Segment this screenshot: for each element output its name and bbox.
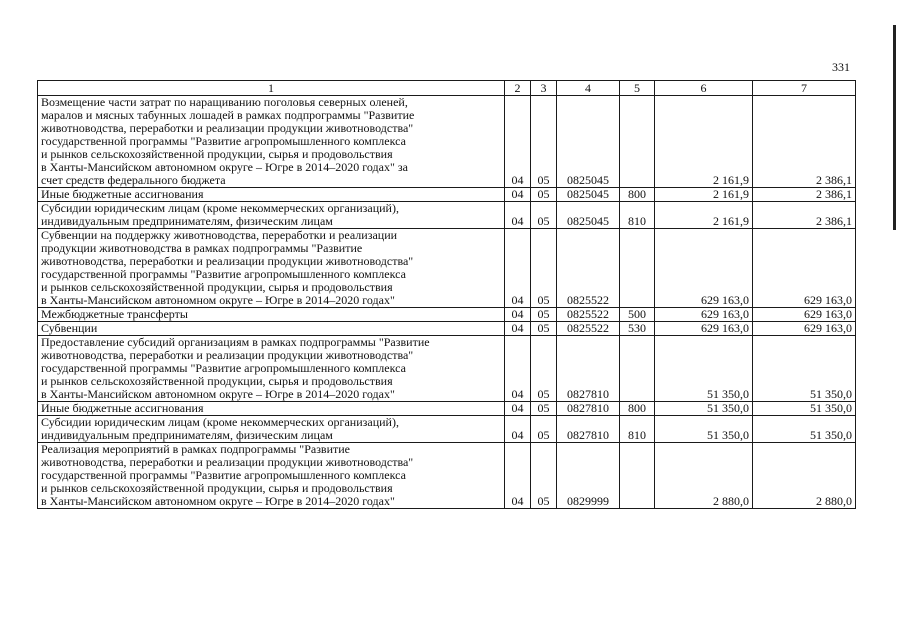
target-article-code: 0825522 bbox=[557, 322, 620, 336]
amount-year-1: 2 161,9 bbox=[655, 202, 753, 229]
section-code: 04 bbox=[505, 229, 531, 308]
subsection-code: 05 bbox=[531, 443, 557, 509]
table-row bbox=[38, 443, 856, 509]
description-line: животноводства, переработки и реализации продукции животноводства" bbox=[41, 121, 414, 135]
expense-type-code bbox=[620, 96, 655, 188]
amount-year-2: 51 350,0 bbox=[753, 336, 856, 402]
amount-year-2: 629 163,0 bbox=[753, 308, 856, 322]
expense-type-code: 800 bbox=[620, 188, 655, 202]
description-line: Предоставление субсидий организациям в рамках подпрограммы "Развитие bbox=[41, 335, 430, 349]
row-description bbox=[38, 96, 505, 188]
expense-type-code bbox=[620, 229, 655, 308]
description-line: в Ханты-Мансийском автономном округе – Югре в 2014–2020 годах" bbox=[41, 293, 395, 307]
amount-year-2: 629 163,0 bbox=[753, 322, 856, 336]
description-line: Иные бюджетные ассигнования bbox=[41, 401, 204, 415]
description-line: продукции животноводства в рамках подпрограммы "Развитие bbox=[41, 241, 363, 255]
description-line: в Ханты-Мансийском автономном округе – Югре в 2014–2020 годах" bbox=[41, 494, 395, 508]
section-code: 04 bbox=[505, 188, 531, 202]
description-line: государственной программы "Развитие агропромышленного комплекса bbox=[41, 134, 406, 148]
subsection-code: 05 bbox=[531, 308, 557, 322]
table-row bbox=[38, 402, 856, 416]
expense-type-code: 810 bbox=[620, 416, 655, 443]
row-description bbox=[38, 188, 505, 202]
amount-year-2: 629 163,0 bbox=[753, 229, 856, 308]
expense-type-code: 530 bbox=[620, 322, 655, 336]
expense-type-code bbox=[620, 336, 655, 402]
budget-table bbox=[37, 80, 856, 509]
expense-type-code: 500 bbox=[620, 308, 655, 322]
target-article-code: 0825522 bbox=[557, 229, 620, 308]
column-header: 2 bbox=[505, 81, 531, 96]
section-code: 04 bbox=[505, 402, 531, 416]
column-header: 1 bbox=[38, 81, 505, 96]
column-header: 7 bbox=[753, 81, 856, 96]
amount-year-2: 2 386,1 bbox=[753, 202, 856, 229]
subsection-code: 05 bbox=[531, 229, 557, 308]
description-line: и рынков сельскохозяйственной продукции, сырья и продовольствия bbox=[41, 374, 393, 388]
target-article-code: 0829999 bbox=[557, 443, 620, 509]
subsection-code: 05 bbox=[531, 336, 557, 402]
section-code: 04 bbox=[505, 322, 531, 336]
row-description bbox=[38, 322, 505, 336]
description-line: государственной программы "Развитие агропромышленного комплекса bbox=[41, 468, 406, 482]
subsection-code: 05 bbox=[531, 96, 557, 188]
expense-type-code: 800 bbox=[620, 402, 655, 416]
subsection-code: 05 bbox=[531, 416, 557, 443]
description-line: Субвенции bbox=[41, 321, 98, 335]
amount-year-1: 629 163,0 bbox=[655, 322, 753, 336]
amount-year-1: 629 163,0 bbox=[655, 229, 753, 308]
subsection-code: 05 bbox=[531, 202, 557, 229]
subsection-code: 05 bbox=[531, 188, 557, 202]
target-article-code: 0825522 bbox=[557, 308, 620, 322]
section-code: 04 bbox=[505, 202, 531, 229]
table-row bbox=[38, 229, 856, 308]
column-header: 3 bbox=[531, 81, 557, 96]
column-header: 6 bbox=[655, 81, 753, 96]
section-code: 04 bbox=[505, 443, 531, 509]
target-article-code: 0827810 bbox=[557, 416, 620, 443]
amount-year-2: 51 350,0 bbox=[753, 416, 856, 443]
description-line: государственной программы "Развитие агропромышленного комплекса bbox=[41, 361, 406, 375]
description-line: и рынков сельскохозяйственной продукции, сырья и продовольствия bbox=[41, 280, 393, 294]
description-line: Межбюджетные трансферты bbox=[41, 307, 188, 321]
section-code: 04 bbox=[505, 416, 531, 443]
description-line: животноводства, переработки и реализации продукции животноводства" bbox=[41, 455, 414, 469]
description-line: индивидуальным предпринимателям, физическим лицам bbox=[41, 214, 333, 228]
row-description bbox=[38, 229, 505, 308]
description-line: животноводства, переработки и реализации продукции животноводства" bbox=[41, 254, 414, 268]
row-description bbox=[38, 308, 505, 322]
page-number: 331 bbox=[832, 60, 850, 74]
column-header: 4 bbox=[557, 81, 620, 96]
description-line: Субвенции на поддержку животноводства, переработки и реализации bbox=[41, 228, 398, 242]
amount-year-1: 51 350,0 bbox=[655, 336, 753, 402]
section-code: 04 bbox=[505, 308, 531, 322]
row-description bbox=[38, 443, 505, 509]
table-header-row bbox=[38, 81, 856, 96]
description-line: Реализация мероприятий в рамках подпрограммы "Развитие bbox=[41, 442, 351, 456]
amount-year-1: 2 161,9 bbox=[655, 96, 753, 188]
amount-year-2: 51 350,0 bbox=[753, 402, 856, 416]
row-description bbox=[38, 402, 505, 416]
table-row bbox=[38, 188, 856, 202]
description-line: индивидуальным предпринимателям, физическим лицам bbox=[41, 428, 333, 442]
description-line: маралов и мясных табунных лошадей в рамках подпрограммы "Развитие bbox=[41, 108, 415, 122]
description-line: животноводства, переработки и реализации продукции животноводства" bbox=[41, 348, 414, 362]
description-line: Субсидии юридическим лицам (кроме некоммерческих организаций), bbox=[41, 201, 399, 215]
description-line: и рынков сельскохозяйственной продукции, сырья и продовольствия bbox=[41, 481, 393, 495]
table-row bbox=[38, 202, 856, 229]
table-row bbox=[38, 322, 856, 336]
subsection-code: 05 bbox=[531, 402, 557, 416]
table-row bbox=[38, 308, 856, 322]
amount-year-1: 51 350,0 bbox=[655, 402, 753, 416]
description-line: Субсидии юридическим лицам (кроме некоммерческих организаций), bbox=[41, 415, 399, 429]
target-article-code: 0825045 bbox=[557, 96, 620, 188]
description-line: государственной программы "Развитие агропромышленного комплекса bbox=[41, 267, 406, 281]
section-code: 04 bbox=[505, 336, 531, 402]
target-article-code: 0827810 bbox=[557, 336, 620, 402]
row-description bbox=[38, 336, 505, 402]
description-line: Иные бюджетные ассигнования bbox=[41, 187, 204, 201]
description-line: в Ханты-Мансийском автономном округе – Югре в 2014–2020 годах" за bbox=[41, 160, 408, 174]
row-description bbox=[38, 416, 505, 443]
target-article-code: 0825045 bbox=[557, 202, 620, 229]
description-line: счет средств федерального бюджета bbox=[41, 173, 226, 187]
column-header: 5 bbox=[620, 81, 655, 96]
section-code: 04 bbox=[505, 96, 531, 188]
subsection-code: 05 bbox=[531, 322, 557, 336]
amount-year-2: 2 386,1 bbox=[753, 96, 856, 188]
amount-year-2: 2 386,1 bbox=[753, 188, 856, 202]
amount-year-1: 51 350,0 bbox=[655, 416, 753, 443]
amount-year-1: 2 880,0 bbox=[655, 443, 753, 509]
margin-bar bbox=[893, 25, 896, 230]
table-row bbox=[38, 336, 856, 402]
description-line: Возмещение части затрат по наращиванию поголовья северных оленей, bbox=[41, 95, 408, 109]
amount-year-2: 2 880,0 bbox=[753, 443, 856, 509]
table-row bbox=[38, 416, 856, 443]
expense-type-code bbox=[620, 443, 655, 509]
amount-year-1: 629 163,0 bbox=[655, 308, 753, 322]
table-row bbox=[38, 96, 856, 188]
description-line: и рынков сельскохозяйственной продукции, сырья и продовольствия bbox=[41, 147, 393, 161]
amount-year-1: 2 161,9 bbox=[655, 188, 753, 202]
description-line: в Ханты-Мансийском автономном округе – Югре в 2014–2020 годах" bbox=[41, 387, 395, 401]
target-article-code: 0827810 bbox=[557, 402, 620, 416]
target-article-code: 0825045 bbox=[557, 188, 620, 202]
expense-type-code: 810 bbox=[620, 202, 655, 229]
row-description bbox=[38, 202, 505, 229]
